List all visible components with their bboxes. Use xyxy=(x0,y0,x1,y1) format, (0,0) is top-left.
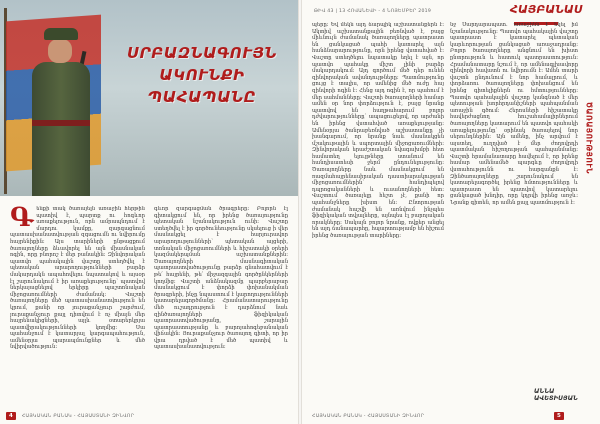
right-column-1 xyxy=(312,22,444,406)
right-page xyxy=(302,0,600,424)
vertical-section-label-text: ԾԱՌԱՅՈՒԹՅՈՒՆ xyxy=(584,101,594,175)
left-footer-text: ՀԱՅԿԱԿԱՆ ԲԱՆԱԿ - ՀԱՅԱՍՏԱՆԻ ԶԻՆՎՈՐ xyxy=(21,414,135,419)
right-column-1-text: պերը։ Եվ մեկն այդ ճարպիկ աշխատանքերն է։ Ակտիվ աշխատանքային բեռնված է, բայց միևնույն ժամանակ ծառայողները պատրաստ են ցանկացած պահի կատարել այն հանձնարարությունը, որն իրենց վստահված է։ Վաշտը ստեղծելու նպատակը եղել է այն, որ պատվո պահակը միշտ լինի բարձր մակարդակում։ Այդ գործում մեծ դեր ունեն զինվորական ավանդույթները։ Պատմությունը ցույց է տալիս, որ ամենից մեծ ուժը հայ զինվորի ոգին է։ Հենց այդ ոգին է, որ պահում է մեր սահմանները։ Վաշտի ծառայողների համար ամեն օր նոր փորձություն է, բայց նրանք պատվով են հաղթահարում բոլոր դժվարությունները՝ ապացուցելով, որ արժանի են իրենց վստահված առաքելությանը։ Ամենօրյա ծանրաբեռնված աշխատանքը չի խանգարում, որ նրանք նաև մասնակցեն մշակութային և սպորտային միջոցառումների։ Զինվորական երաժշտական նվագախմբի հետ համատեղ ելույթները ստանում են հանդիսատեսի ջերմ ընդունելությունը։ Ծառայողները նաև մասնակցում են ռազմահայրենասիրական դաստիարակության միջոցառումներին՝ հանդիպելով դպրոցականների և ուսանողների հետ։ Վաշտում ծառայելը հեշտ չէ, քանի որ պահանջները խիստ են։ Ընտրության ժամանակ հաշվի են առնվում ինչպես ֆիզիկական տվյալները, այնպես էլ բարոյական որակները։ Սակայն բոլոր նրանք, ովքեր անցել են այդ ճանապարհը, հպարտությամբ են հիշում իրենց ծառայության տարիները։ xyxy=(312,22,444,239)
left-page xyxy=(0,0,298,424)
left-column-1-text: ենքի տակ ծառայելն առաջին հերթին պատիվ է, պարտք ու հոգևոր առաքելություն, որն ամրապնդում է մարդու կամքը, զարգացնում պատասխանատվության զգացումն ու նվիրումը հայրենիքին։ Այս տարիների ընթացքում ծառայողները ձևավորել են այն միասնական ոգին, որը բնորոշ է մեր բանակին։ Զինվորական պատվո պահակային վաշտը ստեղծվել է պետական արարողությունների բարձր մակարդակն ապահովելու նպատակով և այսօր էլ շարունակում է իր առաքելությունը՝ պատվով ներկայացնելով երկիրը պաշտոնական միջոցառումների ժամանակ։ Վաշտի ծառայողները մեծ պատասխանատվություն են կրում, քանի որ յուրաքանչյուր շարժում, յուրաքանչյուր քայլ դիտվում է ոչ միայն մեր հայրենակիցների, այլև օտարերկրյա պատվիրակությունների կողմից։ Սա պահանջում է կատարյալ կարգապահություն, ամենօրյա պարապմունքներ և մեծ նվիրվածություն։ xyxy=(10,206,145,351)
title-line-3: ՊԱՀԱՊԱՆԸ xyxy=(147,88,257,106)
section-logo-text: ՀԱՅԲԱՆԱՍ xyxy=(510,3,583,16)
left-column-2-text: գևոր զարգացման ծրագրերը։ Բոլորն էլ գիտակցում են, որ իրենց ծառայությունը պետական նշանակություն ունի։ Վաշտը ստեղծվել է իր գործունեությունը սկսելուց ի վեր մասնակցել է հարյուրավոր արարողությունների՝ պետական այցերի, տոնական միջոցառումների և հիշատակի օրերի կազմակերպման աշխատանքներին։ Ծառայողների մասնագիտական պատրաստվածությունը բարձր գնահատվում է թե՛ հայրենի, թե՛ միջազգային գործընկերների կողմից։ Վաշտի անձնակազմը պարբերաբար մասնակցում է փորձի փոխանակման ծրագրերի, ինչը նպաստում է կարողությունների կատարելագործմանը։ Հրամանատարությունը մեծ ուշադրություն է դարձնում նաև զինծառայողների ֆիզիկական պատրաստվածությանը, շարային պատրաստությանը և բարոյահոգեբանական վիճակին։ Յուրաքանչյուր ծառայող գիտի, որ իր վրա դրված է մեծ պատիվ և պատասխանատվություն։ xyxy=(154,206,288,351)
soldier-figure xyxy=(28,28,94,196)
page-number-right: 5 xyxy=(554,412,564,420)
vertical-section-label xyxy=(582,28,596,248)
page-number-left: 4 xyxy=(6,412,16,420)
article-title xyxy=(112,42,292,108)
issue-info: ԹԻՎ 43 | 13 ՀՈՎԱՆԵՎԻ - 4 ՆՈՅԵՄԲԵՐ 2019 xyxy=(314,9,432,14)
left-column-2 xyxy=(154,206,288,404)
title-line-2: ԱԿՈՒՆՔԻ xyxy=(159,66,245,84)
right-header xyxy=(302,0,600,20)
right-footer-text: ՀԱՅԿԱԿԱՆ ԲԱՆԱԿ - ՀԱՅԱՍՏԱՆԻ ԶԻՆՎՈՐ xyxy=(312,414,425,419)
drop-cap: Գ xyxy=(10,206,34,233)
right-column-2 xyxy=(450,22,578,406)
author-signature: ԱՆՆԱ ԱՎԵՏԻՍՅԱՆ xyxy=(534,388,578,402)
honor-guard-photo xyxy=(0,0,298,196)
left-footer xyxy=(6,412,134,420)
right-column-2-text: նջ Սարդարապատ. առաջինն է եկել իմ նշանակությունը։ Պատվո պահակային վաշտը պատրաստ է կատարել պետական կարևորության ցանկացած առաջադրանք։ Բոլոր ծառայողները անցնում են խիստ ընտրություն և հատուկ պատրաստություն։ Հրամանատարը նշում է, որ ամենագլխավորը զինվորի հավատն ու նվիրումն է։ Ամեն տարի վաշտն ընդունում է նոր համալրում, և փորձառու ծառայողները փոխանցում են իրենց գիտելիքներն ու հմտությունները։ Պատվո պահակային վաշտը կանգնած է մեր պետության խորհրդանիշների պահպանման առաջին գծում։ Հերոսների հիշատակը հավերժացնող հուշահամալիրներում ծառայողները կատարում են պատվո պահակի առաքելությունը՝ օրինակ ծառայելով նոր սերունդներին։ Այն ամենը, ինչ արվում է այստեղ, ուղղված է մեր ժողովրդի պատմական հիշողության պահպանմանը։ Վաշտի հրամանատարը հավելում է, որ իրենց համար ամենամեծ պարգևը ժողովրդի վստահությունն ու հարգանքն է։ Զինծառայողները շարունակում են կատարելագործել իրենց հմտությունները և պատրաստ են պատվով կատարելու ցանկացած խնդիր, որը կդրվի իրենց առջև։ Նրանք գիտեն, որ ամեն քայլ պատմություն է։ xyxy=(450,22,578,207)
left-column-1 xyxy=(10,206,145,404)
title-line-1: ՍՐԲԱԶՆԱԳՈՒՅՆ xyxy=(126,44,277,62)
right-footer xyxy=(312,412,564,420)
